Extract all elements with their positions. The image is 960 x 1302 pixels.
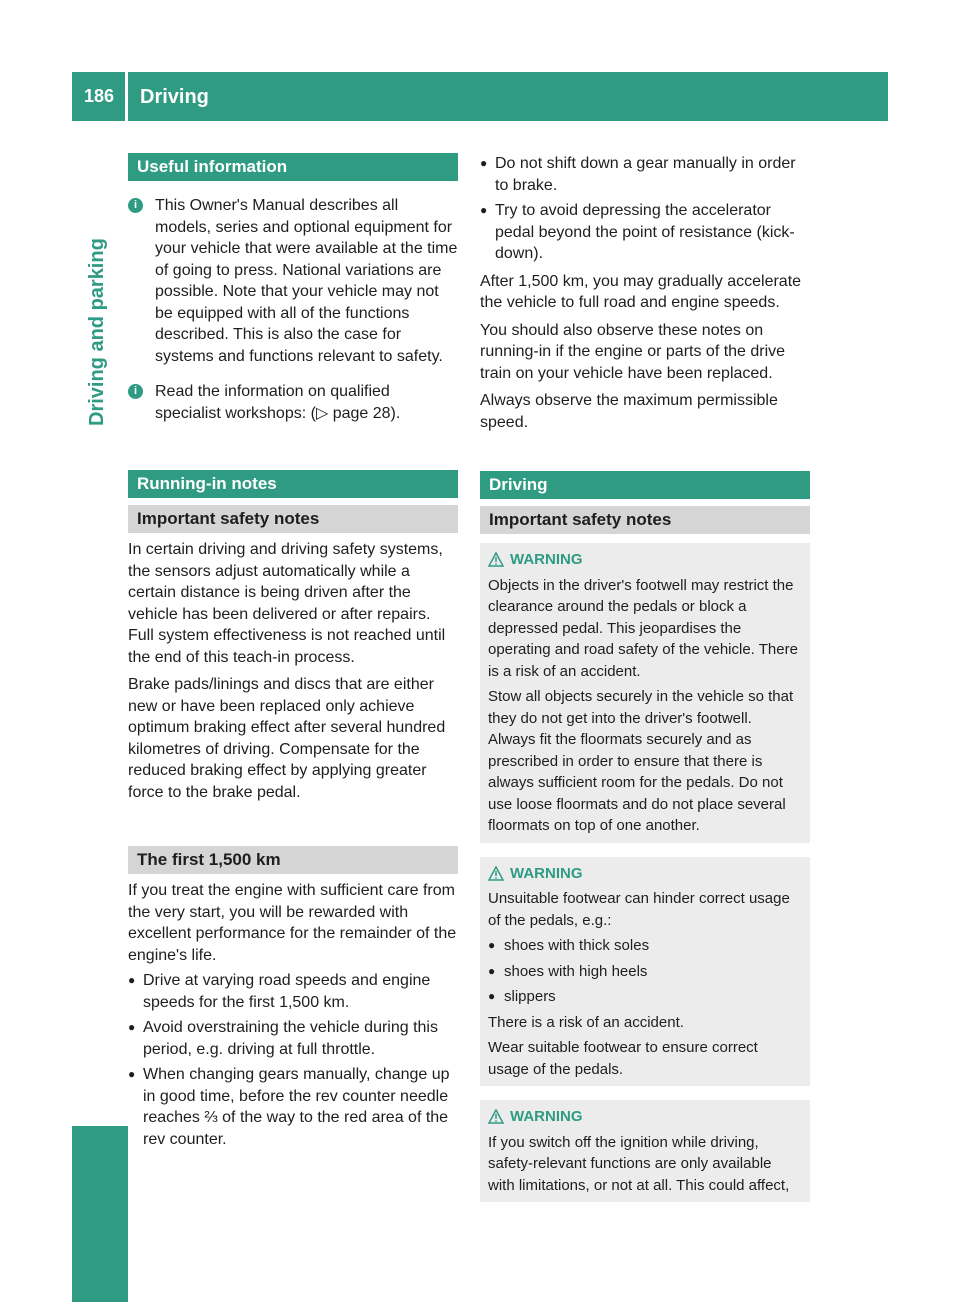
warning-triangle-icon (488, 552, 504, 567)
list-item-text: Drive at varying road speeds and engine speeds for the first 1,500 km. (143, 972, 431, 1011)
warning-text: There is a risk of an accident. (488, 1013, 684, 1031)
side-tab-block (72, 1126, 128, 1302)
warning-text: Unsuitable footwear can hinder correct usage of the pedals, e.g.: (488, 890, 790, 929)
info-note (128, 381, 458, 424)
right-column (480, 153, 810, 1202)
warning-title-text: WARNING (510, 551, 583, 568)
bullet-icon: ● (488, 989, 496, 1003)
info-text: This Owner's Manual describes all models, series and optional equipment for your vehicle that were available at the time of going to press. National variations are possible. Note that your vehicle may not be equipped with all of the functions described. This is also the case for systems and functions relevant to safety. (155, 197, 458, 365)
list-item-text: Try to avoid depressing the accelerator pedal beyond the point of resistance (kick-down). (495, 202, 795, 262)
warning-text: Wear suitable footwear to ensure correct usage of the pedals. (488, 1039, 758, 1078)
info-icon: i (128, 384, 143, 399)
bullet-icon: ● (488, 938, 496, 952)
list-item-text: Do not shift down a gear manually in order to brake. (495, 155, 796, 194)
warning-box (480, 857, 810, 1087)
paragraph: In certain driving and driving safety systems, the sensors adjust automatically while a certain distance is being driven after the vehicle has been delivered or after repairs. Full system effectiveness is not reached until the end of this teach-in process. (128, 541, 446, 666)
subheading-important-safety-notes: Important safety notes (480, 506, 810, 534)
info-note (128, 195, 458, 367)
paragraph: After 1,500 km, you may gradually accelerate the vehicle to full road and engine speeds. (480, 272, 802, 311)
info-icon: i (128, 198, 143, 213)
list-item (488, 935, 802, 957)
list-item-text: shoes with thick soles (504, 937, 650, 954)
bullet-icon: ● (480, 156, 488, 170)
page-title: Driving (140, 86, 209, 108)
page-arrow-icon: ▷ (315, 404, 329, 422)
list-item (128, 1064, 458, 1150)
list-item (128, 970, 458, 1013)
paragraph: If you treat the engine with sufficient care from the very start, you will be rewarded with excellent performance for the remainder of the engine's life. (128, 882, 457, 964)
bullet-icon: ● (128, 973, 136, 987)
info-text (155, 381, 458, 424)
info-text-part: Read the information on qualified specialist workshops: ( (155, 383, 390, 422)
section-heading-running-in: Running-in notes (128, 470, 458, 498)
paragraph: Brake pads/linings and discs that are either new or have been replaced only achieve optimum braking effect after several hundred kilometres of driving. Compensate for the reduced braking effect by applying greater force to the brake pedal. (128, 676, 446, 801)
warning-title-text: WARNING (510, 1108, 583, 1125)
warning-title (488, 1106, 802, 1128)
list-item (488, 986, 802, 1008)
list-item-text: When changing gears manually, change up in good time, before the rev counter needle reaches ⅔ of the way to the red area of the rev counter. (143, 1066, 450, 1148)
side-tab-label: Driving and parking (86, 238, 108, 426)
warning-title (488, 549, 802, 571)
list-item-text: shoes with high heels (504, 962, 648, 980)
bullet-icon: ● (480, 203, 488, 217)
list-item (480, 153, 810, 196)
warning-triangle-icon (488, 866, 504, 881)
warning-title (488, 863, 802, 885)
header-divider (125, 72, 128, 121)
list-item (488, 961, 802, 983)
paragraph: You should also observe these notes on running-in if the engine or parts of the drive train on your vehicle have been replaced. (480, 321, 786, 382)
section-heading-useful-information: Useful information (128, 153, 458, 181)
list-item-text: slippers (504, 988, 556, 1005)
page-reference-link[interactable]: page 28). (328, 404, 401, 422)
warning-title-text: WARNING (510, 864, 583, 882)
page-number: 186 (84, 86, 115, 106)
subheading-important-safety-notes: Important safety notes (128, 505, 458, 533)
warning-box (480, 1100, 810, 1202)
list-item (128, 1017, 458, 1060)
list-item (480, 200, 810, 265)
paragraph: Always observe the maximum permissible speed. (480, 392, 778, 431)
warning-text: If you switch off the ignition while driving, safety-relevant functions are only available with limitations, or not at all. This could affect, (488, 1133, 790, 1194)
subheading-first-1500-km: The first 1,500 km (128, 846, 458, 874)
left-column (128, 153, 458, 1150)
bullet-icon: ● (488, 963, 496, 978)
warning-box (480, 543, 810, 843)
bullet-icon: ● (128, 1067, 136, 1081)
warning-text: Stow all objects securely in the vehicle so that they do not get into the driver's footwell. Always fit the floormats securely and as prescribed in order to ensure that there is always sufficient room for the pedals. Do not use loose floormats and do not place several floormats on top of one another. (488, 688, 794, 834)
list-item-text: Avoid overstraining the vehicle during this period, e.g. driving at full throttle. (143, 1019, 438, 1058)
bullet-icon: ● (128, 1020, 136, 1034)
warning-text: Objects in the driver's footwell may restrict the clearance around the pedals or block a depressed pedal. This jeopardises the operating and road safety of the vehicle. There is a risk of an accident. (488, 576, 798, 680)
warning-triangle-icon (488, 1109, 504, 1124)
section-heading-driving: Driving (480, 471, 810, 499)
